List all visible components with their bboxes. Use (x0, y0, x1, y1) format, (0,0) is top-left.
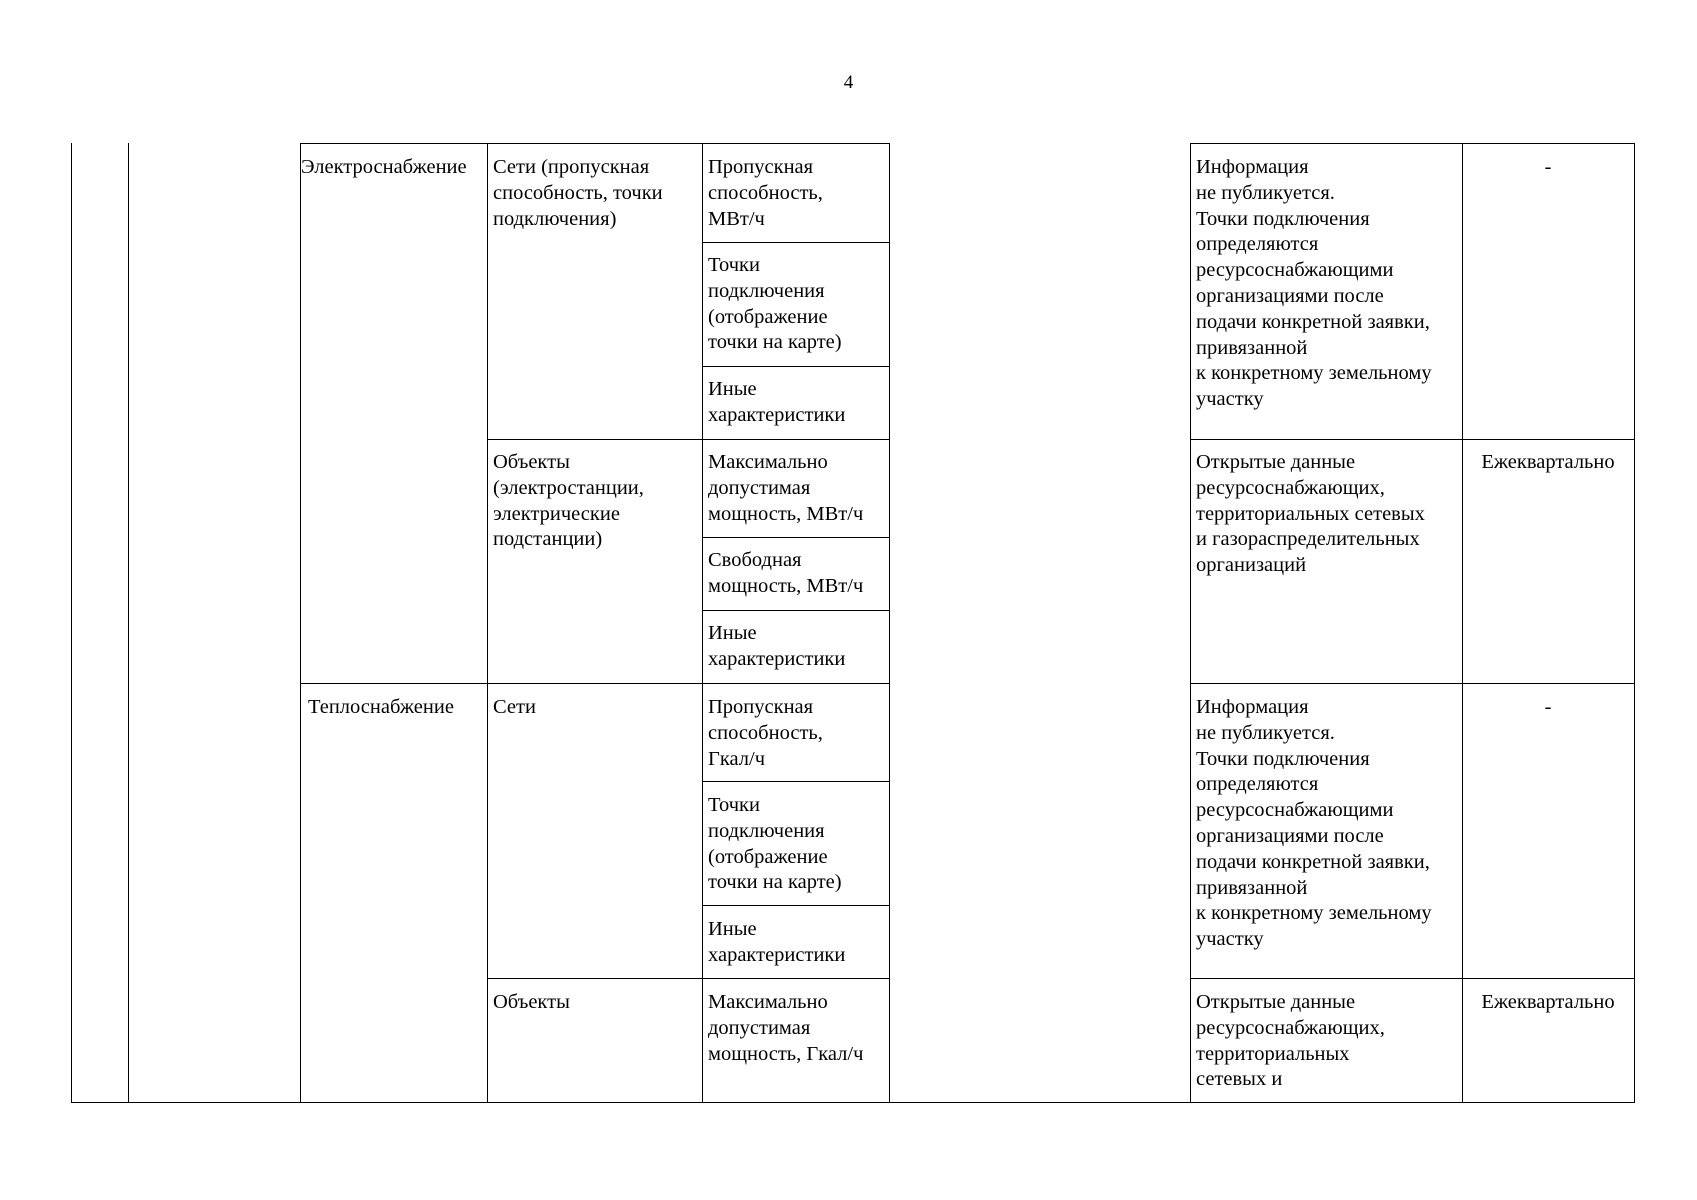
frequency-cell: - (1544, 156, 1552, 178)
col-border-6 (889, 143, 890, 1103)
param-cell: Максимально допустимая мощность, МВт/ч (708, 451, 864, 525)
param-border (702, 610, 890, 611)
object-cell: Сети (пропускная способность, точки подключения) (493, 156, 663, 230)
row-border-a (487, 439, 890, 440)
param-cell: Свободная мощность, МВт/ч (708, 549, 864, 597)
col-border-4 (487, 143, 488, 1103)
source-cell: Информация не публикуется. Точки подключения определяются ресурсоснабжающими организациями после подачи конкретной заявки, привязанной к конкретному земельному участку (1196, 696, 1432, 951)
row-border-b (1190, 439, 1635, 440)
source-cell: Открытые данные ресурсоснабжающих, территориальных сетевых и (1196, 991, 1385, 1091)
param-border (702, 242, 890, 243)
row-border-b (1190, 978, 1635, 979)
category-cell: Теплоснабжение (308, 696, 454, 718)
param-cell: Иные характеристики (708, 378, 846, 426)
object-cell: Объекты (электростанции, электрические подстанции) (493, 451, 644, 551)
page-number: 4 (843, 72, 854, 93)
object-cell: Сети (493, 696, 536, 718)
param-border (702, 905, 890, 906)
col-border-1 (71, 143, 72, 1103)
param-border (702, 537, 890, 538)
object-cell: Объекты (493, 991, 570, 1013)
param-border (702, 366, 890, 367)
param-cell: Пропускная способность, Гкал/ч (708, 696, 823, 770)
row-border-top-a (300, 143, 890, 144)
col-border-9 (1634, 143, 1635, 1103)
param-cell: Иные характеристики (708, 622, 846, 670)
category-cell: Электроснабжение (301, 156, 467, 178)
row-border-a (487, 978, 890, 979)
frequency-cell: Ежеквартально (1481, 991, 1615, 1013)
col-border-7 (1190, 143, 1191, 1103)
source-cell: Открытые данные ресурсоснабжающих, территориальных сетевых и газораспределительных организаций (1196, 451, 1425, 577)
row-border-top-b (1190, 143, 1635, 144)
frequency-cell: Ежеквартально (1481, 451, 1615, 473)
col-border-3 (300, 143, 301, 1103)
param-border (702, 781, 890, 782)
col-border-2 (128, 143, 129, 1103)
param-cell: Максимально допустимая мощность, Гкал/ч (708, 991, 864, 1065)
param-cell: Точки подключения (отображение точки на карте) (708, 254, 842, 354)
frequency-cell: - (1544, 696, 1552, 718)
table-bottom-border (71, 1102, 1635, 1103)
col-border-8 (1462, 143, 1463, 1103)
param-cell: Точки подключения (отображение точки на карте) (708, 794, 842, 894)
source-cell: Информация не публикуется. Точки подключения определяются ресурсоснабжающими организациями после подачи конкретной заявки, привязанной к конкретному земельному участку (1196, 156, 1432, 411)
param-cell: Иные характеристики (708, 918, 846, 966)
row-border-a (300, 683, 890, 684)
col-border-5 (702, 143, 703, 1103)
param-cell: Пропускная способность, МВт/ч (708, 156, 823, 230)
row-border-b (1190, 683, 1635, 684)
